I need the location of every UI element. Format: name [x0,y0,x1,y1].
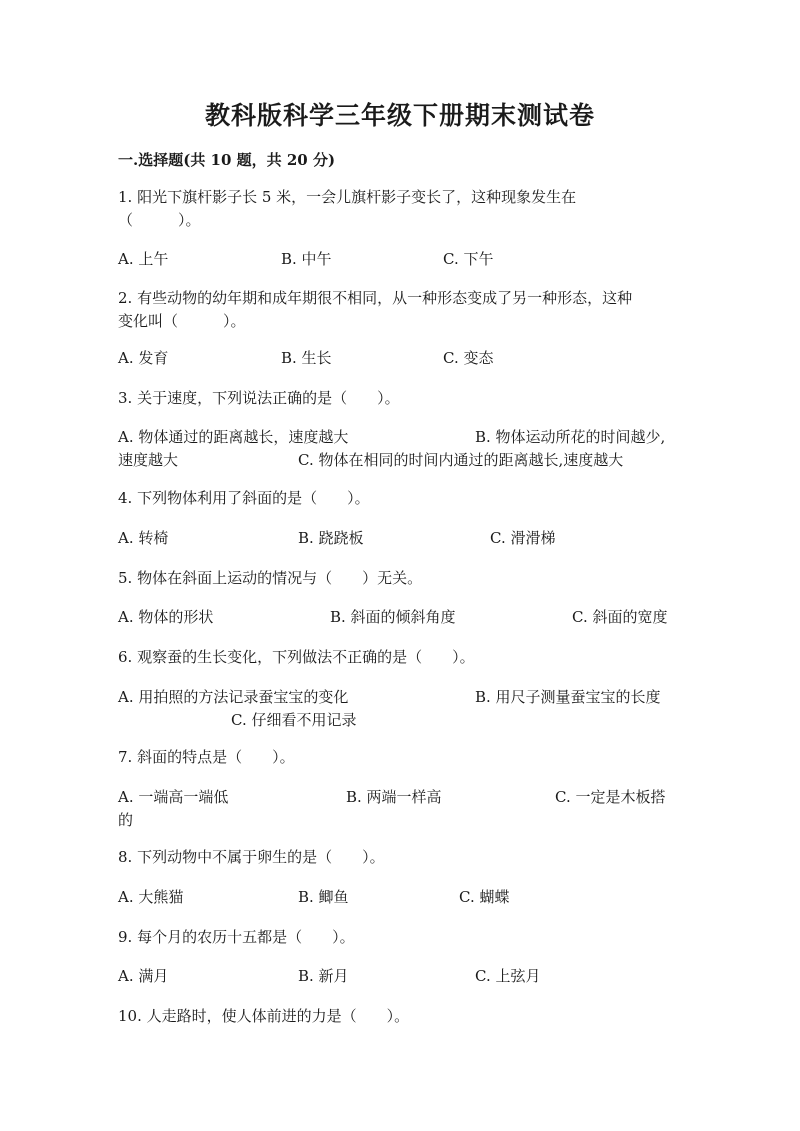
option-b[interactable]: B. 斜面的倾斜角度 [330,608,456,626]
exam-title: 教科版科学三年级下册期末测试卷 [204,101,595,130]
section-heading: 一.选择题(共 10 题，共 20 分) [118,151,336,169]
option-c-continued[interactable]: 的 [118,811,134,829]
option-a[interactable]: A. 上午 [118,250,169,268]
question-2-line-2: 变化叫（ ）。 [118,312,246,330]
question-2 [118,287,678,333]
option-b[interactable]: B. 鲫鱼 [298,888,349,906]
question-2-line-1: 2. 有些动物的幼年期和成年期很不相同，从一种形态变成了另一种形态，这种 [118,289,633,307]
question-7-options [118,786,678,832]
question-5-text: 5. 物体在斜面上运动的情况与（ ）无关。 [118,569,423,587]
option-a[interactable]: A. 一端高一端低 [118,788,229,806]
option-a[interactable]: A. 物体的形状 [118,608,214,626]
option-b[interactable]: B. 两端一样高 [346,788,442,806]
question-8 [118,846,678,869]
option-c[interactable]: C. 上弦月 [475,967,541,985]
question-9 [118,926,678,949]
option-c[interactable]: C. 变态 [443,349,494,367]
option-c[interactable]: C. 蝴蝶 [459,888,510,906]
question-6-text: 6. 观察蚕的生长变化，下列做法不正确的是（ ）。 [118,648,475,666]
question-10-text: 10. 人走路时，使人体前进的力是（ ）。 [118,1007,410,1025]
option-c[interactable]: C. 滑滑梯 [490,529,556,547]
option-a[interactable]: A. 满月 [118,967,169,985]
question-4 [118,487,678,510]
question-4-text: 4. 下列物体利用了斜面的是（ ）。 [118,489,370,507]
question-1 [118,186,678,232]
option-c[interactable]: C. 斜面的宽度 [572,608,668,626]
option-c[interactable]: C. 一定是木板搭 [555,788,666,806]
option-b[interactable]: B. 用尺子测量蚕宝宝的长度 [475,688,661,706]
question-1-line-2: （ ）。 [118,211,201,229]
question-3-options [118,426,678,472]
option-b[interactable]: B. 新月 [298,967,349,985]
question-7-text: 7. 斜面的特点是（ ）。 [118,748,295,766]
question-6 [118,646,678,669]
question-8-text: 8. 下列动物中不属于卵生的是（ ）。 [118,848,385,866]
option-c[interactable]: C. 仔细看不用记录 [231,711,357,729]
option-a[interactable]: A. 发育 [118,349,169,367]
option-b-continued[interactable]: 速度越大 [118,451,179,469]
question-10 [118,1005,678,1028]
question-3-text: 3. 关于速度，下列说法正确的是（ ）。 [118,389,400,407]
option-b[interactable]: B. 物体运动所花的时间越少, [475,428,666,446]
question-6-options [118,686,678,732]
option-b[interactable]: B. 中午 [281,250,332,268]
option-a[interactable]: A. 转椅 [118,529,169,547]
question-5 [118,567,678,590]
question-7 [118,746,678,769]
option-b[interactable]: B. 跷跷板 [298,529,364,547]
option-a[interactable]: A. 用拍照的方法记录蚕宝宝的变化 [118,688,349,706]
option-b[interactable]: B. 生长 [281,349,332,367]
option-a[interactable]: A. 物体通过的距离越长，速度越大 [118,428,349,446]
option-c[interactable]: C. 下午 [443,250,494,268]
option-c[interactable]: C. 物体在相同的时间内通过的距离越长,速度越大 [298,451,624,469]
option-a[interactable]: A. 大熊猫 [118,888,184,906]
question-1-line-1: 1. 阳光下旗杆影子长 5 米，一会儿旗杆影子变长了，这种现象发生在 [118,188,577,206]
question-3 [118,387,678,410]
question-9-text: 9. 每个月的农历十五都是（ ）。 [118,928,355,946]
